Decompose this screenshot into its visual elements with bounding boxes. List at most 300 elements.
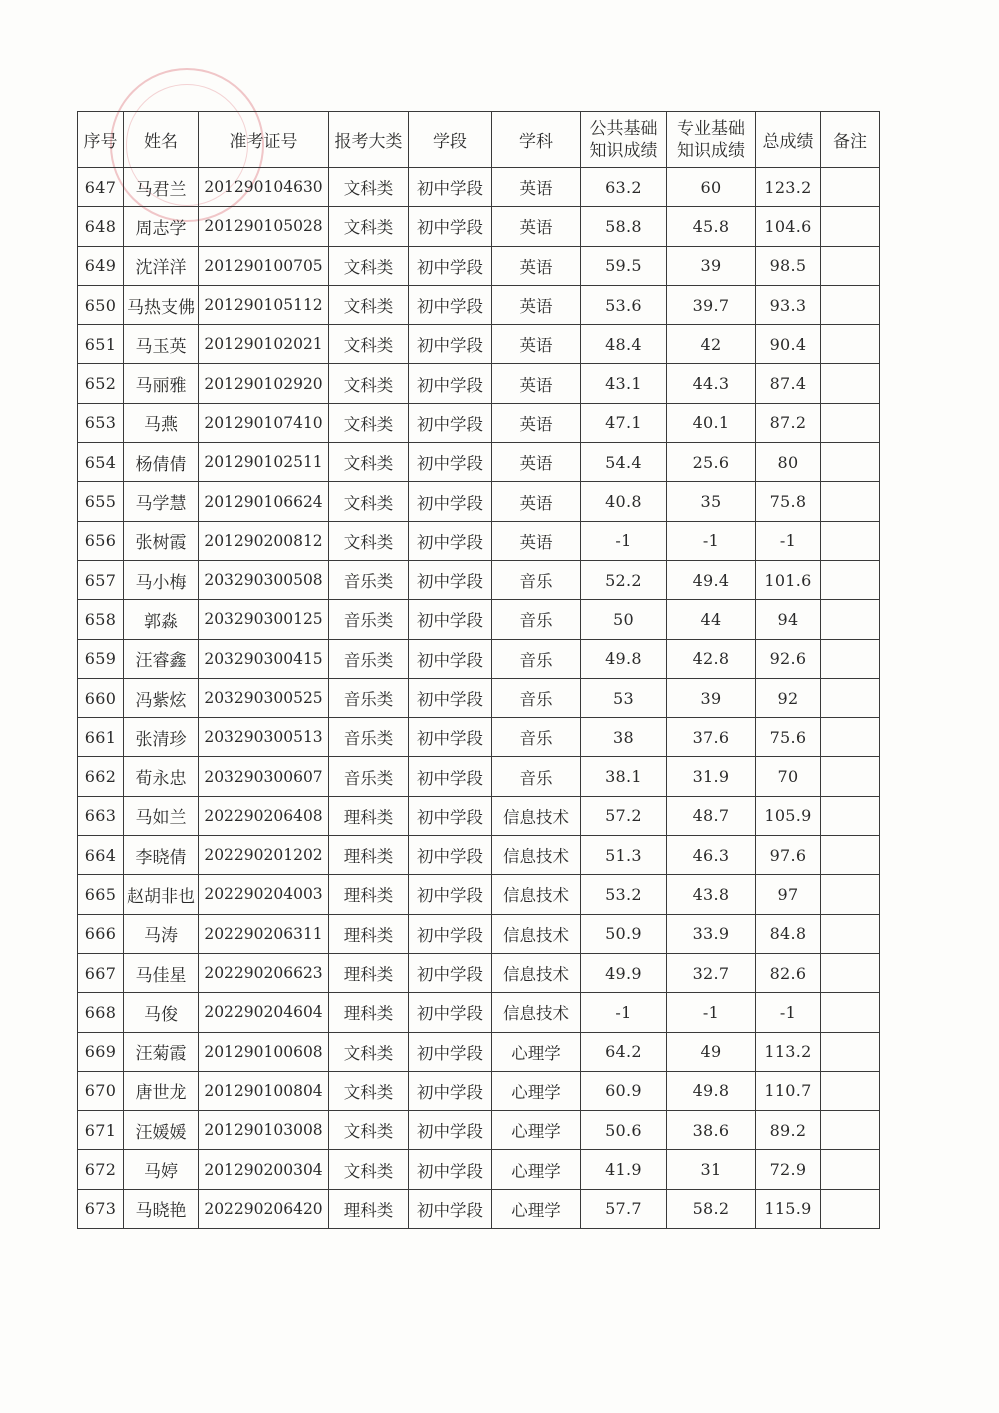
cell-professional-score: 44.3 xyxy=(667,364,756,403)
cell-index: 663 xyxy=(78,796,124,835)
cell-exam-id: 201290104630 xyxy=(199,168,329,207)
cell-category: 文科类 xyxy=(329,403,409,442)
cell-name: 荀永忠 xyxy=(124,757,199,796)
header-total-score: 总成绩 xyxy=(756,112,821,168)
cell-category: 文科类 xyxy=(329,285,409,324)
table-row xyxy=(78,1071,880,1110)
cell-level: 初中学段 xyxy=(409,639,492,678)
cell-public-score: 41.9 xyxy=(581,1150,667,1189)
cell-exam-id: 201290106624 xyxy=(199,482,329,521)
cell-name: 马君兰 xyxy=(124,168,199,207)
cell-subject: 英语 xyxy=(492,168,581,207)
cell-index: 653 xyxy=(78,403,124,442)
cell-subject: 英语 xyxy=(492,521,581,560)
cell-exam-id: 201290102021 xyxy=(199,325,329,364)
cell-name: 马丽雅 xyxy=(124,364,199,403)
cell-category: 文科类 xyxy=(329,246,409,285)
cell-total-score: 87.4 xyxy=(756,364,821,403)
cell-total-score: 113.2 xyxy=(756,1032,821,1071)
table-row xyxy=(78,718,880,757)
cell-total-score: 97 xyxy=(756,875,821,914)
cell-public-score: 59.5 xyxy=(581,246,667,285)
cell-category: 文科类 xyxy=(329,1032,409,1071)
cell-exam-id: 201290100804 xyxy=(199,1071,329,1110)
cell-remark xyxy=(821,482,880,521)
cell-professional-score: 38.6 xyxy=(667,1111,756,1150)
cell-name: 周志学 xyxy=(124,207,199,246)
cell-index: 661 xyxy=(78,718,124,757)
cell-index: 672 xyxy=(78,1150,124,1189)
cell-public-score: 43.1 xyxy=(581,364,667,403)
cell-exam-id: 201290107410 xyxy=(199,403,329,442)
cell-level: 初中学段 xyxy=(409,207,492,246)
cell-remark xyxy=(821,757,880,796)
cell-level: 初中学段 xyxy=(409,993,492,1032)
header-public-score: 公共基础 知识成绩 xyxy=(581,112,667,168)
cell-total-score: 123.2 xyxy=(756,168,821,207)
cell-exam-id: 203290300607 xyxy=(199,757,329,796)
cell-name: 马晓艳 xyxy=(124,1189,199,1228)
cell-name: 马热支佛 xyxy=(124,285,199,324)
cell-index: 660 xyxy=(78,678,124,717)
cell-name: 沈洋洋 xyxy=(124,246,199,285)
cell-remark xyxy=(821,560,880,599)
cell-category: 文科类 xyxy=(329,364,409,403)
cell-level: 初中学段 xyxy=(409,836,492,875)
cell-remark xyxy=(821,246,880,285)
cell-subject: 英语 xyxy=(492,443,581,482)
header-professional-score: 专业基础 知识成绩 xyxy=(667,112,756,168)
cell-professional-score: 49.4 xyxy=(667,560,756,599)
cell-exam-id: 202290206408 xyxy=(199,796,329,835)
header-level: 学段 xyxy=(409,112,492,168)
cell-index: 655 xyxy=(78,482,124,521)
cell-name: 马佳星 xyxy=(124,953,199,992)
cell-level: 初中学段 xyxy=(409,914,492,953)
cell-index: 659 xyxy=(78,639,124,678)
cell-level: 初中学段 xyxy=(409,678,492,717)
cell-remark xyxy=(821,521,880,560)
cell-level: 初中学段 xyxy=(409,560,492,599)
cell-category: 理科类 xyxy=(329,875,409,914)
table-row xyxy=(78,600,880,639)
cell-index: 650 xyxy=(78,285,124,324)
table-row xyxy=(78,1032,880,1071)
cell-exam-id: 203290300513 xyxy=(199,718,329,757)
cell-public-score: 38 xyxy=(581,718,667,757)
table-row xyxy=(78,639,880,678)
cell-remark xyxy=(821,993,880,1032)
cell-category: 文科类 xyxy=(329,443,409,482)
cell-index: 666 xyxy=(78,914,124,953)
cell-public-score: 57.2 xyxy=(581,796,667,835)
cell-name: 冯紫炫 xyxy=(124,678,199,717)
cell-name: 马小梅 xyxy=(124,560,199,599)
cell-public-score: 54.4 xyxy=(581,443,667,482)
cell-index: 667 xyxy=(78,953,124,992)
cell-professional-score: 35 xyxy=(667,482,756,521)
cell-index: 670 xyxy=(78,1071,124,1110)
cell-level: 初中学段 xyxy=(409,953,492,992)
cell-total-score: 97.6 xyxy=(756,836,821,875)
cell-professional-score: 49.8 xyxy=(667,1071,756,1110)
cell-total-score: 72.9 xyxy=(756,1150,821,1189)
cell-total-score: -1 xyxy=(756,993,821,1032)
header-remark: 备注 xyxy=(821,112,880,168)
cell-professional-score: 40.1 xyxy=(667,403,756,442)
cell-index: 662 xyxy=(78,757,124,796)
cell-index: 651 xyxy=(78,325,124,364)
cell-public-score: 50 xyxy=(581,600,667,639)
cell-exam-id: 203290300415 xyxy=(199,639,329,678)
cell-name: 马如兰 xyxy=(124,796,199,835)
cell-remark xyxy=(821,639,880,678)
cell-professional-score: 31.9 xyxy=(667,757,756,796)
cell-professional-score: -1 xyxy=(667,993,756,1032)
cell-total-score: 93.3 xyxy=(756,285,821,324)
cell-remark xyxy=(821,1032,880,1071)
table-row xyxy=(78,1111,880,1150)
cell-category: 音乐类 xyxy=(329,718,409,757)
cell-remark xyxy=(821,325,880,364)
cell-total-score: 84.8 xyxy=(756,914,821,953)
cell-public-score: 50.6 xyxy=(581,1111,667,1150)
cell-subject: 音乐 xyxy=(492,718,581,757)
cell-exam-id: 202290206311 xyxy=(199,914,329,953)
cell-category: 文科类 xyxy=(329,168,409,207)
cell-name: 唐世龙 xyxy=(124,1071,199,1110)
cell-name: 马俊 xyxy=(124,993,199,1032)
cell-name: 张清珍 xyxy=(124,718,199,757)
cell-category: 理科类 xyxy=(329,796,409,835)
cell-subject: 信息技术 xyxy=(492,914,581,953)
table-row xyxy=(78,914,880,953)
cell-level: 初中学段 xyxy=(409,403,492,442)
cell-level: 初中学段 xyxy=(409,718,492,757)
cell-name: 马玉英 xyxy=(124,325,199,364)
table-row xyxy=(78,836,880,875)
cell-public-score: 53.2 xyxy=(581,875,667,914)
cell-level: 初中学段 xyxy=(409,168,492,207)
cell-category: 音乐类 xyxy=(329,639,409,678)
cell-professional-score: 39.7 xyxy=(667,285,756,324)
cell-professional-score: 25.6 xyxy=(667,443,756,482)
cell-exam-id: 201290100705 xyxy=(199,246,329,285)
cell-category: 音乐类 xyxy=(329,757,409,796)
cell-level: 初中学段 xyxy=(409,600,492,639)
cell-professional-score: 49 xyxy=(667,1032,756,1071)
cell-subject: 英语 xyxy=(492,246,581,285)
cell-subject: 英语 xyxy=(492,364,581,403)
cell-subject: 英语 xyxy=(492,285,581,324)
cell-index: 652 xyxy=(78,364,124,403)
cell-public-score: -1 xyxy=(581,521,667,560)
cell-index: 656 xyxy=(78,521,124,560)
cell-exam-id: 202290204003 xyxy=(199,875,329,914)
cell-category: 文科类 xyxy=(329,325,409,364)
cell-subject: 信息技术 xyxy=(492,953,581,992)
cell-index: 657 xyxy=(78,560,124,599)
table-row xyxy=(78,993,880,1032)
cell-name: 汪菊霞 xyxy=(124,1032,199,1071)
cell-category: 理科类 xyxy=(329,1189,409,1228)
cell-public-score: 51.3 xyxy=(581,836,667,875)
header-index: 序号 xyxy=(78,112,124,168)
cell-category: 文科类 xyxy=(329,1150,409,1189)
cell-subject: 信息技术 xyxy=(492,875,581,914)
cell-total-score: 104.6 xyxy=(756,207,821,246)
cell-total-score: 80 xyxy=(756,443,821,482)
cell-subject: 音乐 xyxy=(492,600,581,639)
cell-level: 初中学段 xyxy=(409,443,492,482)
cell-index: 648 xyxy=(78,207,124,246)
cell-public-score: 48.4 xyxy=(581,325,667,364)
cell-total-score: 75.8 xyxy=(756,482,821,521)
cell-public-score: 53 xyxy=(581,678,667,717)
cell-subject: 心理学 xyxy=(492,1189,581,1228)
cell-exam-id: 202290204604 xyxy=(199,993,329,1032)
cell-professional-score: 42.8 xyxy=(667,639,756,678)
cell-index: 647 xyxy=(78,168,124,207)
cell-professional-score: 33.9 xyxy=(667,914,756,953)
table-row xyxy=(78,1189,880,1228)
cell-remark xyxy=(821,953,880,992)
cell-total-score: 110.7 xyxy=(756,1071,821,1110)
cell-level: 初中学段 xyxy=(409,325,492,364)
cell-professional-score: -1 xyxy=(667,521,756,560)
cell-name: 郭淼 xyxy=(124,600,199,639)
table-row xyxy=(78,285,880,324)
cell-total-score: 115.9 xyxy=(756,1189,821,1228)
cell-subject: 信息技术 xyxy=(492,993,581,1032)
table-row xyxy=(78,207,880,246)
table-row xyxy=(78,953,880,992)
table-row xyxy=(78,403,880,442)
table-row xyxy=(78,482,880,521)
cell-subject: 信息技术 xyxy=(492,836,581,875)
cell-index: 654 xyxy=(78,443,124,482)
cell-category: 文科类 xyxy=(329,1111,409,1150)
cell-total-score: 82.6 xyxy=(756,953,821,992)
cell-subject: 信息技术 xyxy=(492,796,581,835)
cell-level: 初中学段 xyxy=(409,246,492,285)
cell-professional-score: 39 xyxy=(667,246,756,285)
cell-name: 马婷 xyxy=(124,1150,199,1189)
header-row xyxy=(78,112,880,168)
cell-subject: 音乐 xyxy=(492,757,581,796)
cell-professional-score: 42 xyxy=(667,325,756,364)
cell-name: 杨倩倩 xyxy=(124,443,199,482)
cell-remark xyxy=(821,678,880,717)
cell-professional-score: 58.2 xyxy=(667,1189,756,1228)
cell-category: 文科类 xyxy=(329,1071,409,1110)
cell-name: 马学慧 xyxy=(124,482,199,521)
cell-level: 初中学段 xyxy=(409,1032,492,1071)
cell-subject: 心理学 xyxy=(492,1071,581,1110)
cell-exam-id: 203290300525 xyxy=(199,678,329,717)
header-category: 报考大类 xyxy=(329,112,409,168)
header-subject: 学科 xyxy=(492,112,581,168)
cell-remark xyxy=(821,1111,880,1150)
table-row xyxy=(78,875,880,914)
cell-index: 668 xyxy=(78,993,124,1032)
cell-name: 张树霞 xyxy=(124,521,199,560)
table-row xyxy=(78,521,880,560)
cell-total-score: 90.4 xyxy=(756,325,821,364)
cell-category: 理科类 xyxy=(329,993,409,1032)
cell-remark xyxy=(821,796,880,835)
cell-index: 673 xyxy=(78,1189,124,1228)
cell-public-score: 50.9 xyxy=(581,914,667,953)
cell-public-score: 49.8 xyxy=(581,639,667,678)
cell-name: 汪媛媛 xyxy=(124,1111,199,1150)
cell-name: 马燕 xyxy=(124,403,199,442)
cell-exam-id: 201290100608 xyxy=(199,1032,329,1071)
table-row xyxy=(78,168,880,207)
cell-index: 665 xyxy=(78,875,124,914)
cell-subject: 心理学 xyxy=(492,1111,581,1150)
cell-total-score: 89.2 xyxy=(756,1111,821,1150)
table-row xyxy=(78,1150,880,1189)
cell-index: 658 xyxy=(78,600,124,639)
cell-professional-score: 43.8 xyxy=(667,875,756,914)
cell-total-score: -1 xyxy=(756,521,821,560)
cell-public-score: 57.7 xyxy=(581,1189,667,1228)
cell-remark xyxy=(821,718,880,757)
cell-category: 音乐类 xyxy=(329,600,409,639)
cell-name: 汪睿鑫 xyxy=(124,639,199,678)
cell-public-score: 52.2 xyxy=(581,560,667,599)
cell-level: 初中学段 xyxy=(409,521,492,560)
cell-professional-score: 45.8 xyxy=(667,207,756,246)
cell-level: 初中学段 xyxy=(409,757,492,796)
cell-category: 文科类 xyxy=(329,207,409,246)
cell-subject: 心理学 xyxy=(492,1032,581,1071)
cell-total-score: 98.5 xyxy=(756,246,821,285)
cell-exam-id: 202290201202 xyxy=(199,836,329,875)
cell-exam-id: 201290200812 xyxy=(199,521,329,560)
table-body xyxy=(78,168,880,1229)
cell-public-score: -1 xyxy=(581,993,667,1032)
table-row xyxy=(78,678,880,717)
cell-total-score: 94 xyxy=(756,600,821,639)
cell-remark xyxy=(821,443,880,482)
cell-level: 初中学段 xyxy=(409,1189,492,1228)
cell-level: 初中学段 xyxy=(409,285,492,324)
cell-public-score: 40.8 xyxy=(581,482,667,521)
cell-category: 理科类 xyxy=(329,836,409,875)
cell-public-score: 49.9 xyxy=(581,953,667,992)
cell-public-score: 53.6 xyxy=(581,285,667,324)
cell-professional-score: 31 xyxy=(667,1150,756,1189)
cell-public-score: 60.9 xyxy=(581,1071,667,1110)
cell-remark xyxy=(821,600,880,639)
cell-exam-id: 203290300508 xyxy=(199,560,329,599)
cell-remark xyxy=(821,875,880,914)
cell-subject: 心理学 xyxy=(492,1150,581,1189)
cell-professional-score: 44 xyxy=(667,600,756,639)
cell-index: 664 xyxy=(78,836,124,875)
cell-name: 李晓倩 xyxy=(124,836,199,875)
cell-total-score: 101.6 xyxy=(756,560,821,599)
cell-exam-id: 201290102920 xyxy=(199,364,329,403)
cell-exam-id: 203290300125 xyxy=(199,600,329,639)
cell-professional-score: 32.7 xyxy=(667,953,756,992)
cell-professional-score: 48.7 xyxy=(667,796,756,835)
cell-public-score: 38.1 xyxy=(581,757,667,796)
cell-remark xyxy=(821,1189,880,1228)
cell-level: 初中学段 xyxy=(409,796,492,835)
cell-subject: 英语 xyxy=(492,325,581,364)
table-row xyxy=(78,757,880,796)
cell-category: 文科类 xyxy=(329,482,409,521)
cell-remark xyxy=(821,207,880,246)
cell-level: 初中学段 xyxy=(409,1071,492,1110)
cell-subject: 英语 xyxy=(492,403,581,442)
table-row xyxy=(78,325,880,364)
cell-level: 初中学段 xyxy=(409,482,492,521)
cell-remark xyxy=(821,285,880,324)
cell-public-score: 47.1 xyxy=(581,403,667,442)
cell-remark xyxy=(821,168,880,207)
cell-total-score: 75.6 xyxy=(756,718,821,757)
cell-index: 669 xyxy=(78,1032,124,1071)
cell-exam-id: 201290105112 xyxy=(199,285,329,324)
cell-public-score: 63.2 xyxy=(581,168,667,207)
cell-level: 初中学段 xyxy=(409,875,492,914)
cell-index: 671 xyxy=(78,1111,124,1150)
cell-exam-id: 201290105028 xyxy=(199,207,329,246)
cell-subject: 英语 xyxy=(492,482,581,521)
cell-category: 音乐类 xyxy=(329,560,409,599)
cell-professional-score: 60 xyxy=(667,168,756,207)
cell-professional-score: 37.6 xyxy=(667,718,756,757)
cell-name: 马涛 xyxy=(124,914,199,953)
cell-subject: 英语 xyxy=(492,207,581,246)
cell-level: 初中学段 xyxy=(409,1150,492,1189)
cell-public-score: 58.8 xyxy=(581,207,667,246)
cell-exam-id: 201290102511 xyxy=(199,443,329,482)
cell-level: 初中学段 xyxy=(409,364,492,403)
cell-category: 文科类 xyxy=(329,521,409,560)
header-exam-id: 准考证号 xyxy=(199,112,329,168)
cell-total-score: 92.6 xyxy=(756,639,821,678)
cell-remark xyxy=(821,1071,880,1110)
table-row xyxy=(78,443,880,482)
cell-remark xyxy=(821,364,880,403)
table-row xyxy=(78,364,880,403)
cell-exam-id: 202290206623 xyxy=(199,953,329,992)
cell-remark xyxy=(821,403,880,442)
cell-subject: 音乐 xyxy=(492,678,581,717)
cell-remark xyxy=(821,914,880,953)
cell-remark xyxy=(821,836,880,875)
cell-total-score: 92 xyxy=(756,678,821,717)
cell-subject: 音乐 xyxy=(492,560,581,599)
cell-name: 赵胡非也 xyxy=(124,875,199,914)
cell-total-score: 70 xyxy=(756,757,821,796)
cell-category: 理科类 xyxy=(329,953,409,992)
cell-public-score: 64.2 xyxy=(581,1032,667,1071)
cell-index: 649 xyxy=(78,246,124,285)
cell-exam-id: 201290200304 xyxy=(199,1150,329,1189)
cell-total-score: 87.2 xyxy=(756,403,821,442)
cell-total-score: 105.9 xyxy=(756,796,821,835)
cell-category: 音乐类 xyxy=(329,678,409,717)
header-name: 姓名 xyxy=(124,112,199,168)
table-row xyxy=(78,246,880,285)
cell-professional-score: 39 xyxy=(667,678,756,717)
